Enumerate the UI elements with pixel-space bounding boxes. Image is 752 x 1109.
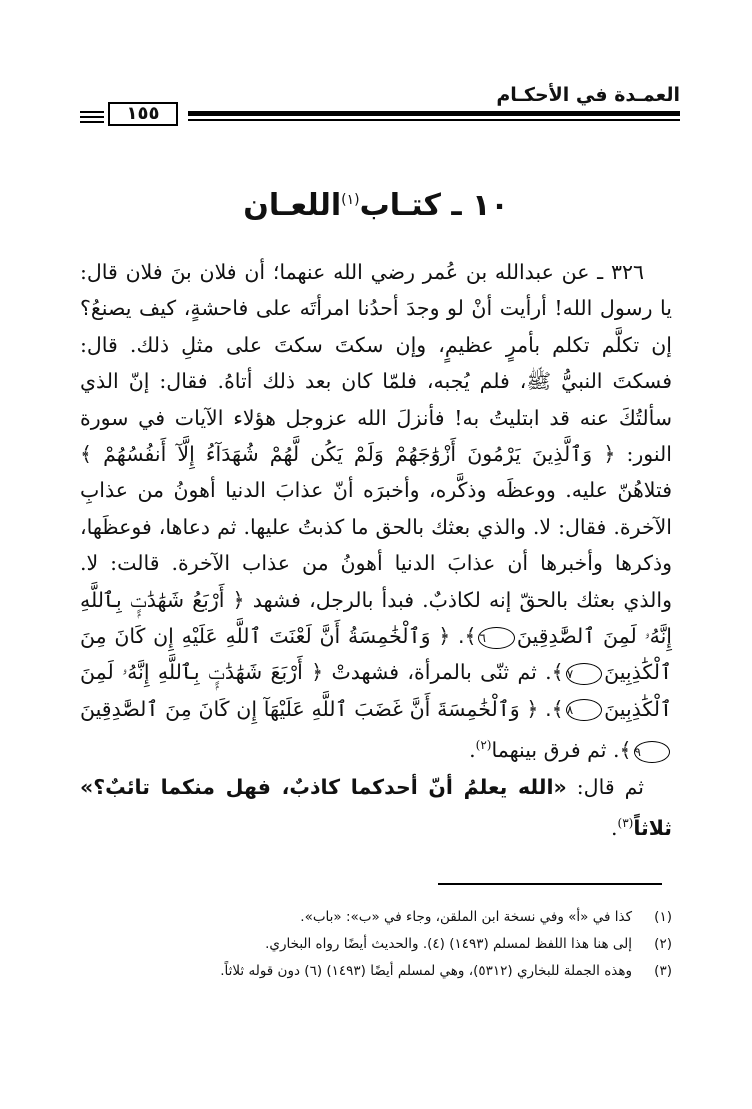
chapter-title [0,188,752,223]
footnote-text: إلى هنا هذا اللفظ لمسلم (١٤٩٣) (٤). والحديث أيضًا رواه البخاري. [265,936,632,952]
ayah-number-marker: ٩ [634,741,670,763]
quran-verse: ﴿ أَرْبَعُ شَهَٰدَٰتٍۭ بِٱللَّهِ إِنَّهُۥ لَمِنَ ٱلصَّٰدِقِينَ [80,587,672,649]
footnote-ref: (٣) [617,815,634,830]
hadith-text: ثم قال: [576,774,644,799]
quran-verse: ﴾. ﴿ وَٱلْخَٰمِسَةَ أَنَّ غَضَبَ ٱللَّهِ عَلَيْهَآ إِن كَانَ مِنَ ٱلصَّٰدِقِينَ [80,696,564,721]
ayah-number-marker: ٦ [478,627,514,649]
hadith-text: ٣٢٦ ـ عن عبدالله بن عُمر رضي الله عنهما؛ أن فلان بنَ فلان قال: يا رسول الله! أرأيت أنْ لو وجدَ أحدُنا امرأتَه على فاحشةٍ، كيف يصنعُ؟ إن تكلَّم تكلم بأمرٍ عظيمٍ، وإن سكتَ سكتَ على مثلِ ذلك. قال: فسكتَ النبيُّ ﷺ، فلم يُجبه، فلمّا كان بعد ذلك أتاهُ. فقال: إنّ الذي سألتُكَ عنه قد ابتليتُ به! فأنزلَ الله عزوجل هؤلاء الآيات في سورة النور: [80,260,672,467]
page-header [80,84,680,128]
hadith-text: ﴾. ثم فرق بينهما [491,738,632,763]
footnote-ref: (٢) [475,738,492,753]
quran-verse: ﴿ أَرْبَعَ شَهَٰدَٰتٍۭ بِٱللَّهِ إِنَّهُۥ لَمِنَ ٱلْكَٰذِبِينَ [80,660,672,721]
hadith-paragraph: ٣٢٦ ـ عن عبدالله بن عُمر رضي الله عنهما؛ أن فلان بنَ فلان قال: يا رسول الله! أرأيت أنْ لو وجدَ أحدُنا امرأتَه على فاحشةٍ، كيف يصنعُ؟ إن تكلَّم تكلم بأمرٍ عظيمٍ، وإن سكتَ سكتَ على مثلِ ذلك. قال: فسكتَ النبيُّ ﷺ، فلم يُجبه، فلمّا كان بعد ذلك أتاهُ. فقال: إنّ الذي سألتُكَ عنه قد ابتليتُ به! فأنزلَ الله عزوجل هؤلاء الآيات في سورة النور: ﴿ وَٱلَّذِينَ يَرْمُونَ أَزْوَٰجَهُمْ وَلَمْ يَكُن لَّهُمْ شُهَدَآءُ إِلَّآ أَنفُسُهُمْ ﴾ فتلاهُنّ عليه. ووعظَه وذكَّره، وأخبرَه أنّ عذابَ الدنيا أهونُ من عذابِ الآخرة. فقال: لا. والذي بعثك بالحق ما كذبتُ عليها. ثم دعاها، فوعظَها، وذكرها وأخبرها أن عذابَ الدنيا أهونُ من عذاب الآخرة. قالت: لا. والذي بعثك بالحقّ إنه لكاذبٌ. فبدأ بالرجل، فشهد ﴿ أَرْبَعُ شَهَٰدَٰتٍۭ بِٱللَّهِ إِنَّهُۥ لَمِنَ ٱلصَّٰدِقِينَ٦﴾. ﴿ وَٱلْخَٰمِسَةُ أَنَّ لَعْنَتَ ٱللَّهِ عَلَيْهِ إِن كَانَ مِنَ ٱلْكَٰذِبِينَ٧﴾. ثم ثنّى بالمرأة، فشهدتْ ﴿ أَرْبَعَ شَهَٰدَٰتٍۭ بِٱللَّهِ إِنَّهُۥ لَمِنَ ٱلْكَٰذِبِينَ٨﴾. ﴿ وَٱلْخَٰمِسَةَ أَنَّ غَضَبَ ٱللَّهِ عَلَيْهَآ إِن كَانَ مِنَ ٱلصَّٰدِقِينَ٩﴾. ثم فرق بينهما$^{(٢)}$. [80,260,672,763]
header-rule-thick [188,111,680,116]
prophet-quote: «الله يعلمُ أنّ أحدكما كاذبٌ، فهل منكما تائبٌ؟» [80,774,567,799]
footnote-number: (٣) [654,963,672,979]
footnote-text: كذا في «أ» وفي نسخة ابن الملقن، وجاء في «ب»: «باب». [300,909,632,925]
footnote-separator [438,883,662,885]
hadith-text: فتلاهُنّ عليه. ووعظَه وذكَّره، وأخبرَه أنّ عذابَ الدنيا أهونُ من عذابِ الآخرة. فقال: لا. والذي بعثك بالحق ما كذبتُ عليها. ثم دعاها، فوعظَها، وذكرها وأخبرها أن عذابَ الدنيا أهونُ من عذاب الآخرة. قالت: لا. والذي بعثك بالحقّ إنه لكاذبٌ. فبدأ بالرجل، فشهد [80,478,672,612]
hadith-paragraph: ثم قال: «الله يعلمُ أنّ أحدكما كاذبٌ، فهل منكما تائبٌ؟» ثلاثاً$^{(٣)}$. [80,774,672,840]
quran-verse: ﴾. ﴿ وَٱلْخَٰمِسَةُ أَنَّ لَعْنَتَ ٱللَّهِ عَلَيْهِ إِن كَانَ مِنَ ٱلْكَٰذِبِينَ [80,624,672,685]
running-title: العمـدة في الأحكـام [496,84,680,106]
footnote-number: (٢) [654,936,672,952]
chapter-footnote-ref: (١) [341,192,360,208]
ayah-number-marker: ٨ [566,699,602,721]
ayah-number-marker: ٧ [566,663,602,685]
page-number: ١٥٥ [108,102,178,126]
footnote-text: وهذه الجملة للبخاري (٥٣١٢)، وهي لمسلم أيضًا (١٤٩٣) (٦) دون قوله ثلاثاً. [220,963,632,979]
page-number-ornament [80,111,104,113]
header-rule-thin [188,119,680,121]
hadith-text: ثلاثاً [633,815,672,840]
footnote [72,931,672,958]
hadith-text: ﴾. ثم ثنّى بالمرأة، فشهدتْ [331,660,564,685]
chapter-title-prefix: ١٠ ـ كتـاب [359,188,509,223]
page-number-ornament [80,116,104,118]
footnote [72,904,672,931]
page-number-ornament [80,121,104,123]
footnote [72,958,672,985]
quran-verse: ﴿ وَٱلَّذِينَ يَرْمُونَ أَزْوَٰجَهُمْ وَلَمْ يَكُن لَّهُمْ شُهَدَآءُ إِلَّآ أَنفُسُهُمْ ﴾ [80,442,616,467]
footnotes [72,904,672,985]
chapter-title-suffix: اللعـان [243,188,342,223]
footnote-number: (١) [654,909,672,925]
hadith-body [80,254,672,846]
